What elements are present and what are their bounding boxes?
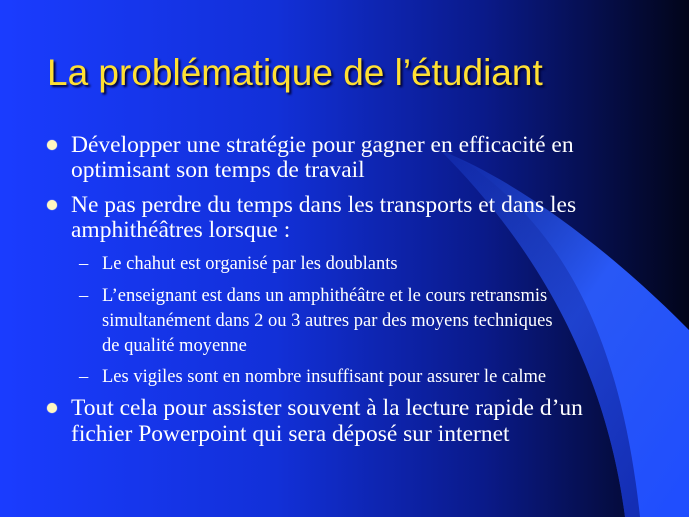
dash-icon: – [79,367,89,387]
bullet-icon [47,140,57,150]
dash-icon: – [79,254,89,274]
dash-icon: – [79,286,89,306]
subitem-2-line-1: L’enseignant est dans un amphithéâtre et le cours retransmis [102,286,548,306]
subitem-2-line-3: de qualité moyenne [102,336,247,356]
slide-title: La problématique de l’étudiant [47,52,543,93]
bullet-3-line-1: Tout cela pour assister souvent à la lecture rapide d’un [71,395,583,421]
bullet-icon [47,403,57,413]
bullet-1-line-2: optimisant son temps de travail [71,157,365,183]
bullet-icon [47,200,57,210]
subitem-1-line-1: Le chahut est organisé par les doublants [102,254,398,274]
subitem-2-line-2: simultanément dans 2 ou 3 autres par des moyens techniques [102,311,553,331]
bullet-2-line-2: amphithéâtres lorsque : [71,217,291,243]
bullet-2-line-1: Ne pas perdre du temps dans les transports et dans les [71,192,577,218]
subitem-3-line-1: Les vigiles sont en nombre insuffisant pour assurer le calme [102,367,547,387]
bullet-1-line-1: Développer une stratégie pour gagner en efficacité en [71,132,574,158]
bullet-3-line-2: fichier Powerpoint qui sera déposé sur internet [71,421,510,447]
